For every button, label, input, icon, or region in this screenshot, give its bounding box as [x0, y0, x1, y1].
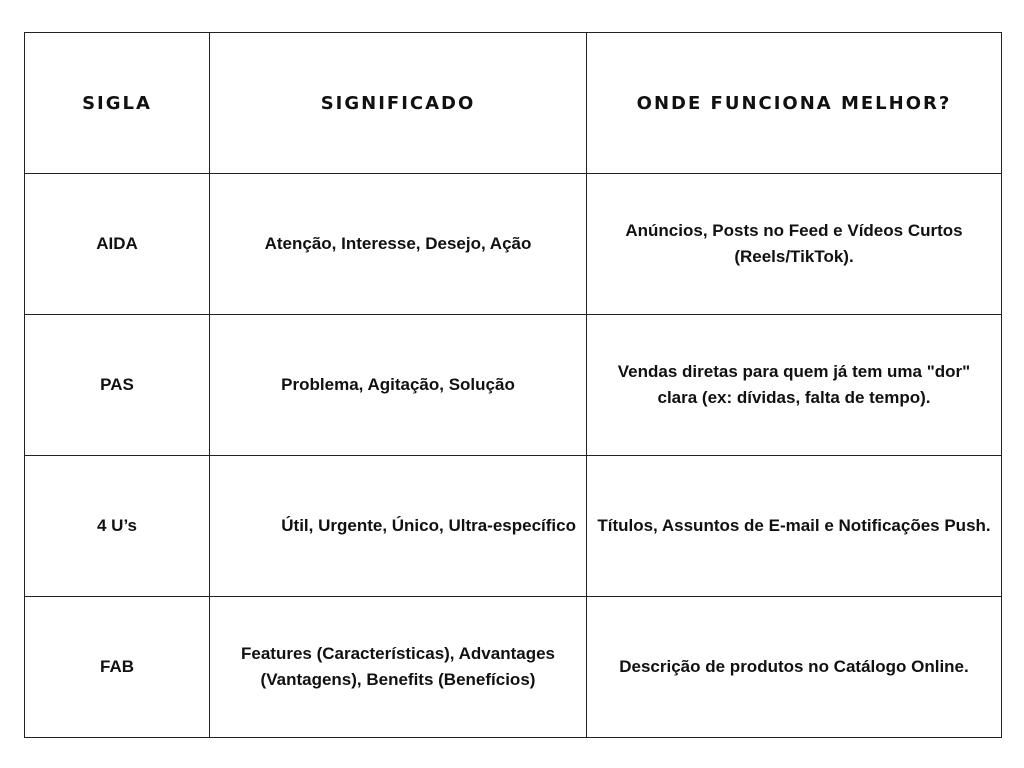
copywriting-frameworks-table	[24, 32, 1002, 738]
cell-significado: Atenção, Interesse, Desejo, Ação	[210, 174, 587, 315]
table-row	[25, 456, 1002, 597]
cell-sigla: 4 U’s	[25, 456, 210, 597]
cell-onde: Anúncios, Posts no Feed e Vídeos Curtos (Reels/TikTok).	[587, 174, 1002, 315]
table-row	[25, 174, 1002, 315]
cell-sigla: FAB	[25, 597, 210, 738]
table-row	[25, 315, 1002, 456]
table-row	[25, 597, 1002, 738]
cell-sigla: AIDA	[25, 174, 210, 315]
header-sigla: SIGLA	[25, 33, 210, 174]
cell-sigla: PAS	[25, 315, 210, 456]
cell-onde: Descrição de produtos no Catálogo Online.	[587, 597, 1002, 738]
cell-onde: Títulos, Assuntos de E-mail e Notificações Push.	[587, 456, 1002, 597]
cell-significado: Features (Características), Advantages (Vantagens), Benefits (Benefícios)	[210, 597, 587, 738]
cell-significado: Útil, Urgente, Único, Ultra-específico	[210, 456, 587, 597]
header-row	[25, 33, 1002, 174]
cell-significado: Problema, Agitação, Solução	[210, 315, 587, 456]
header-onde-funciona-melhor: ONDE FUNCIONA MELHOR?	[587, 33, 1002, 174]
cell-onde: Vendas diretas para quem já tem uma "dor" clara (ex: dívidas, falta de tempo).	[587, 315, 1002, 456]
header-significado: SIGNIFICADO	[210, 33, 587, 174]
